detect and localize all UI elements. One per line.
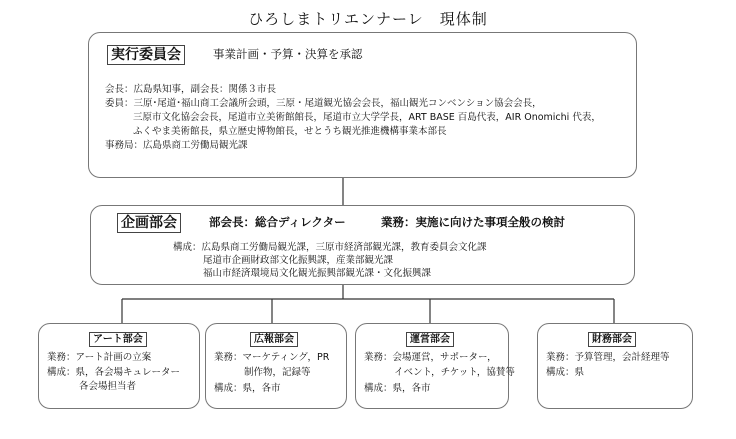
planning-line: 福山市経済環境局文化観光振興部観光課・文化振興課 xyxy=(203,268,432,279)
art-subcommittee-line: 業務：アート計画の立案 xyxy=(47,352,152,363)
page-title: ひろしまトリエンナーレ 現体制 xyxy=(248,10,488,28)
executive-committee-box xyxy=(88,32,637,178)
planning-committee-duty: 業務：実施に向けた事項全般の検討 xyxy=(381,215,565,229)
pr-subcommittee-line: 構成：県，各市 xyxy=(214,383,281,394)
executive-line: 三原市文化協会会長，尾道市立美術館館長，尾道市立大学学長，ART BASE 百島代表，AIR Onomichi 代表， xyxy=(133,112,601,123)
executive-line: 会長：広島県知事，副会長：関係３市長 xyxy=(105,84,277,95)
planning-line: 尾道市企画財政部文化振興課，産業部観光課 xyxy=(203,255,394,266)
finance-subcommittee-line: 業務：予算管理，会計経理等 xyxy=(546,352,670,363)
executive-line: 委員：三原･尾道･福山商工会議所会頭，三原・尾道観光協会会長，福山観光コンベンション協会会長， xyxy=(105,98,542,109)
art-subcommittee-name: アート部会 xyxy=(89,332,147,347)
planning-committee-name: 企画部会 xyxy=(117,213,181,233)
art-subcommittee-box xyxy=(38,323,200,409)
art-subcommittee-line: 構成：県，各会場キュレーター xyxy=(47,367,181,378)
planning-committee-head: 部会長：総合ディレクター xyxy=(209,215,346,229)
operations-subcommittee-line: 業務：会場運営，サポーター， xyxy=(364,352,497,363)
operations-subcommittee-box xyxy=(355,323,515,409)
executive-line: ふくやま美術館長，県立歴史博物館長，せとうち観光推進機構事業本部長 xyxy=(133,126,447,137)
planning-line: 構成：広島県商工労働局観光課，三原市経済部観光課，教育委員会文化課 xyxy=(173,242,487,253)
operations-subcommittee-line: イベント，チケット，協賛等 xyxy=(394,367,515,378)
pr-subcommittee-line: 業務：マーケティング，PR xyxy=(214,352,330,363)
finance-subcommittee-name: 財務部会 xyxy=(588,332,636,347)
planning-committee-box xyxy=(90,205,635,285)
operations-subcommittee-line: 構成：県，各市 xyxy=(364,383,431,394)
executive-line: 事務局：広島県商工労働局観光課 xyxy=(105,140,248,151)
pr-subcommittee-line: 制作物，記録等 xyxy=(244,367,311,378)
art-subcommittee-line: 各会場担当者 xyxy=(79,381,137,392)
executive-committee-role: 事業計画・予算・決算を承認 xyxy=(213,47,363,61)
executive-committee-name: 実行委員会 xyxy=(107,45,185,65)
pr-subcommittee-box xyxy=(205,323,347,409)
finance-subcommittee-line: 構成：県 xyxy=(546,367,585,378)
finance-subcommittee-box xyxy=(537,323,693,409)
pr-subcommittee-name: 広報部会 xyxy=(250,332,298,347)
operations-subcommittee-name: 運営部会 xyxy=(406,332,454,347)
